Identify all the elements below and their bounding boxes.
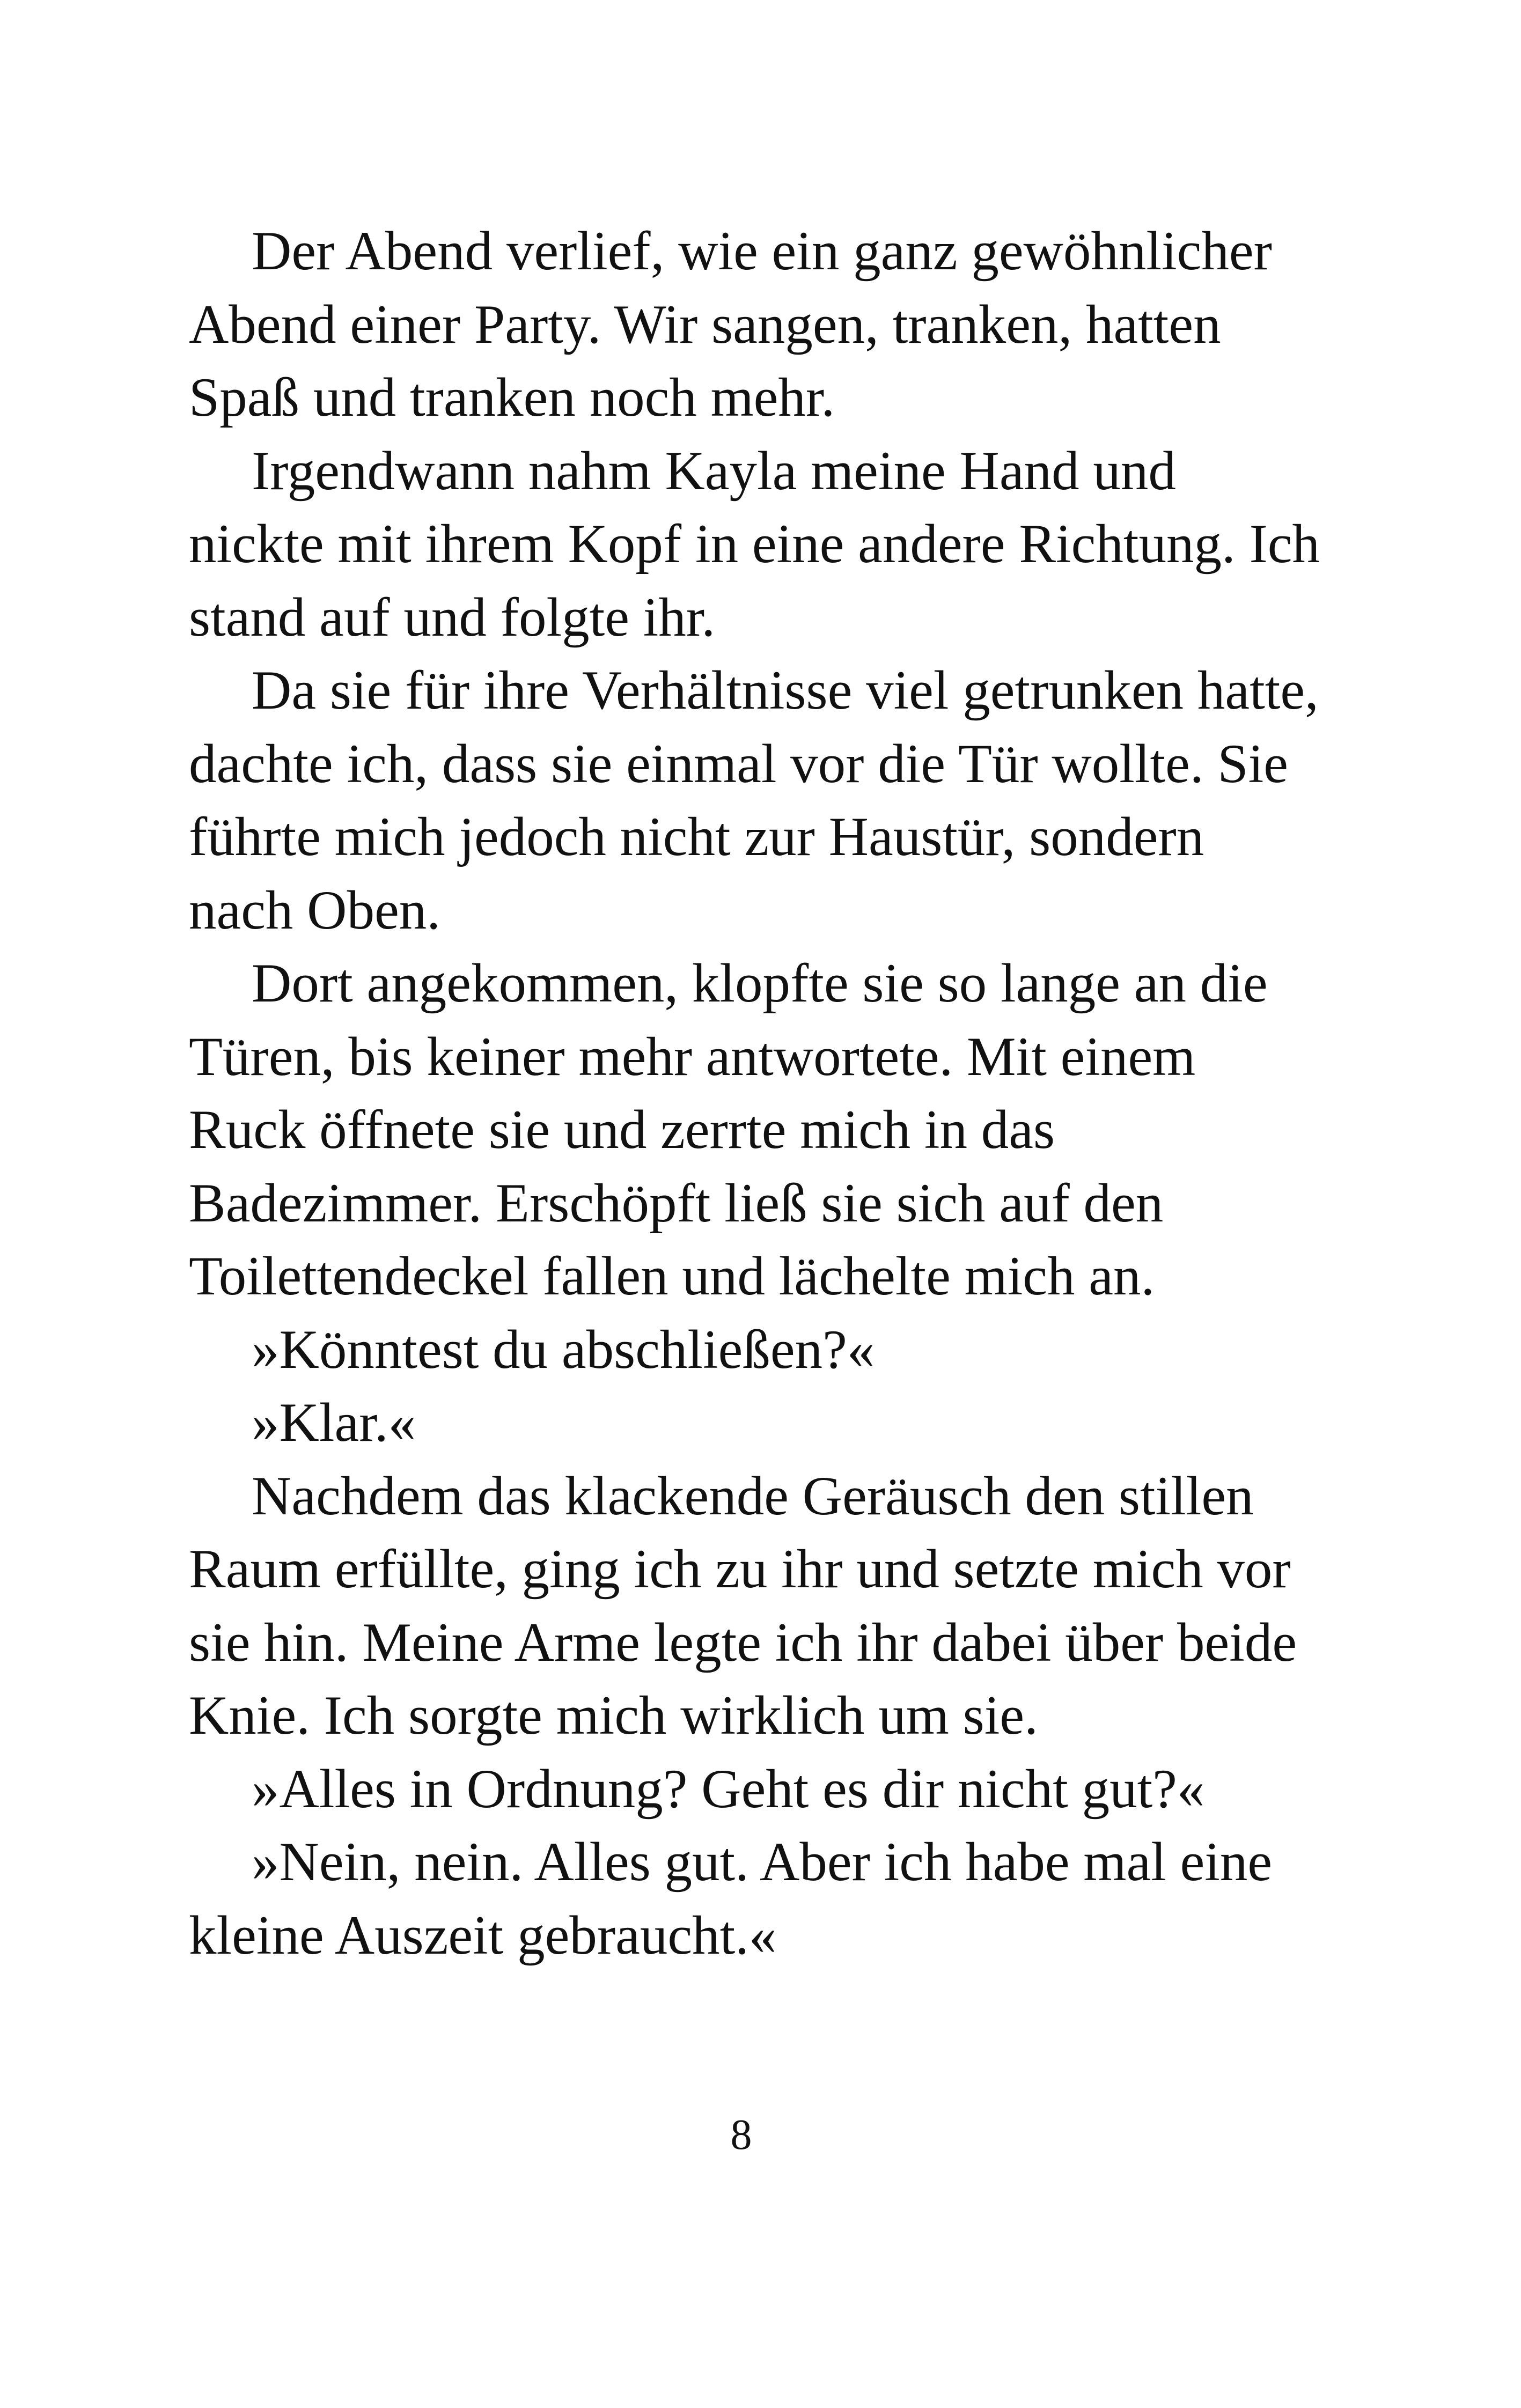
text-line: Raum erfüllte, ging ich zu ihr und setzte mich vor [189,1538,1291,1600]
body-text [189,215,1342,1972]
text-line: dachte ich, dass sie einmal vor die Tür wollte. Sie [189,733,1288,794]
text-line: Ruck öffnete sie und zerrte mich in das [189,1099,1055,1160]
text-line: Der Abend verlief, wie ein ganz gewöhnlicher [252,220,1272,282]
text-line: sie hin. Meine Arme legte ich ihr dabei über beide [189,1611,1297,1673]
page-number: 8 [730,2111,752,2159]
text-line: Dort angekommen, klopfte sie so lange an die [252,953,1268,1014]
text-line: »Alles in Ordnung? Geht es dir nicht gut?« [252,1758,1205,1820]
text-line: kleine Auszeit gebraucht.« [189,1904,777,1966]
text-line: Toilettendeckel fallen und lächelte mich an. [189,1246,1155,1307]
text-line: Spaß und tranken noch mehr. [189,367,835,428]
text-line: Knie. Ich sorgte mich wirklich um sie. [189,1685,1038,1746]
text-line: Nachdem das klackende Geräusch den stillen [252,1465,1254,1527]
text-line: Türen, bis keiner mehr antwortete. Mit einem [189,1026,1196,1087]
text-line: stand auf und folgte ihr. [189,586,716,648]
text-line: nach Oben. [189,879,441,941]
text-line: »Klar.« [252,1392,416,1453]
text-line: Da sie für ihre Verhältnisse viel getrunken hatte, [252,660,1319,721]
text-line: nickte mit ihrem Kopf in eine andere Richtung. Ich [189,513,1320,575]
text-line: führte mich jedoch nicht zur Haustür, sondern [189,806,1204,867]
text-line: »Nein, nein. Alles gut. Aber ich habe mal eine [252,1831,1273,1892]
text-line: Irgendwann nahm Kayla meine Hand und [252,440,1176,502]
text-line: Abend einer Party. Wir sangen, tranken, hatten [189,293,1221,355]
text-line: Badezimmer. Erschöpft ließ sie sich auf den [189,1172,1164,1234]
text-line: »Könntest du abschließen?« [252,1319,875,1380]
